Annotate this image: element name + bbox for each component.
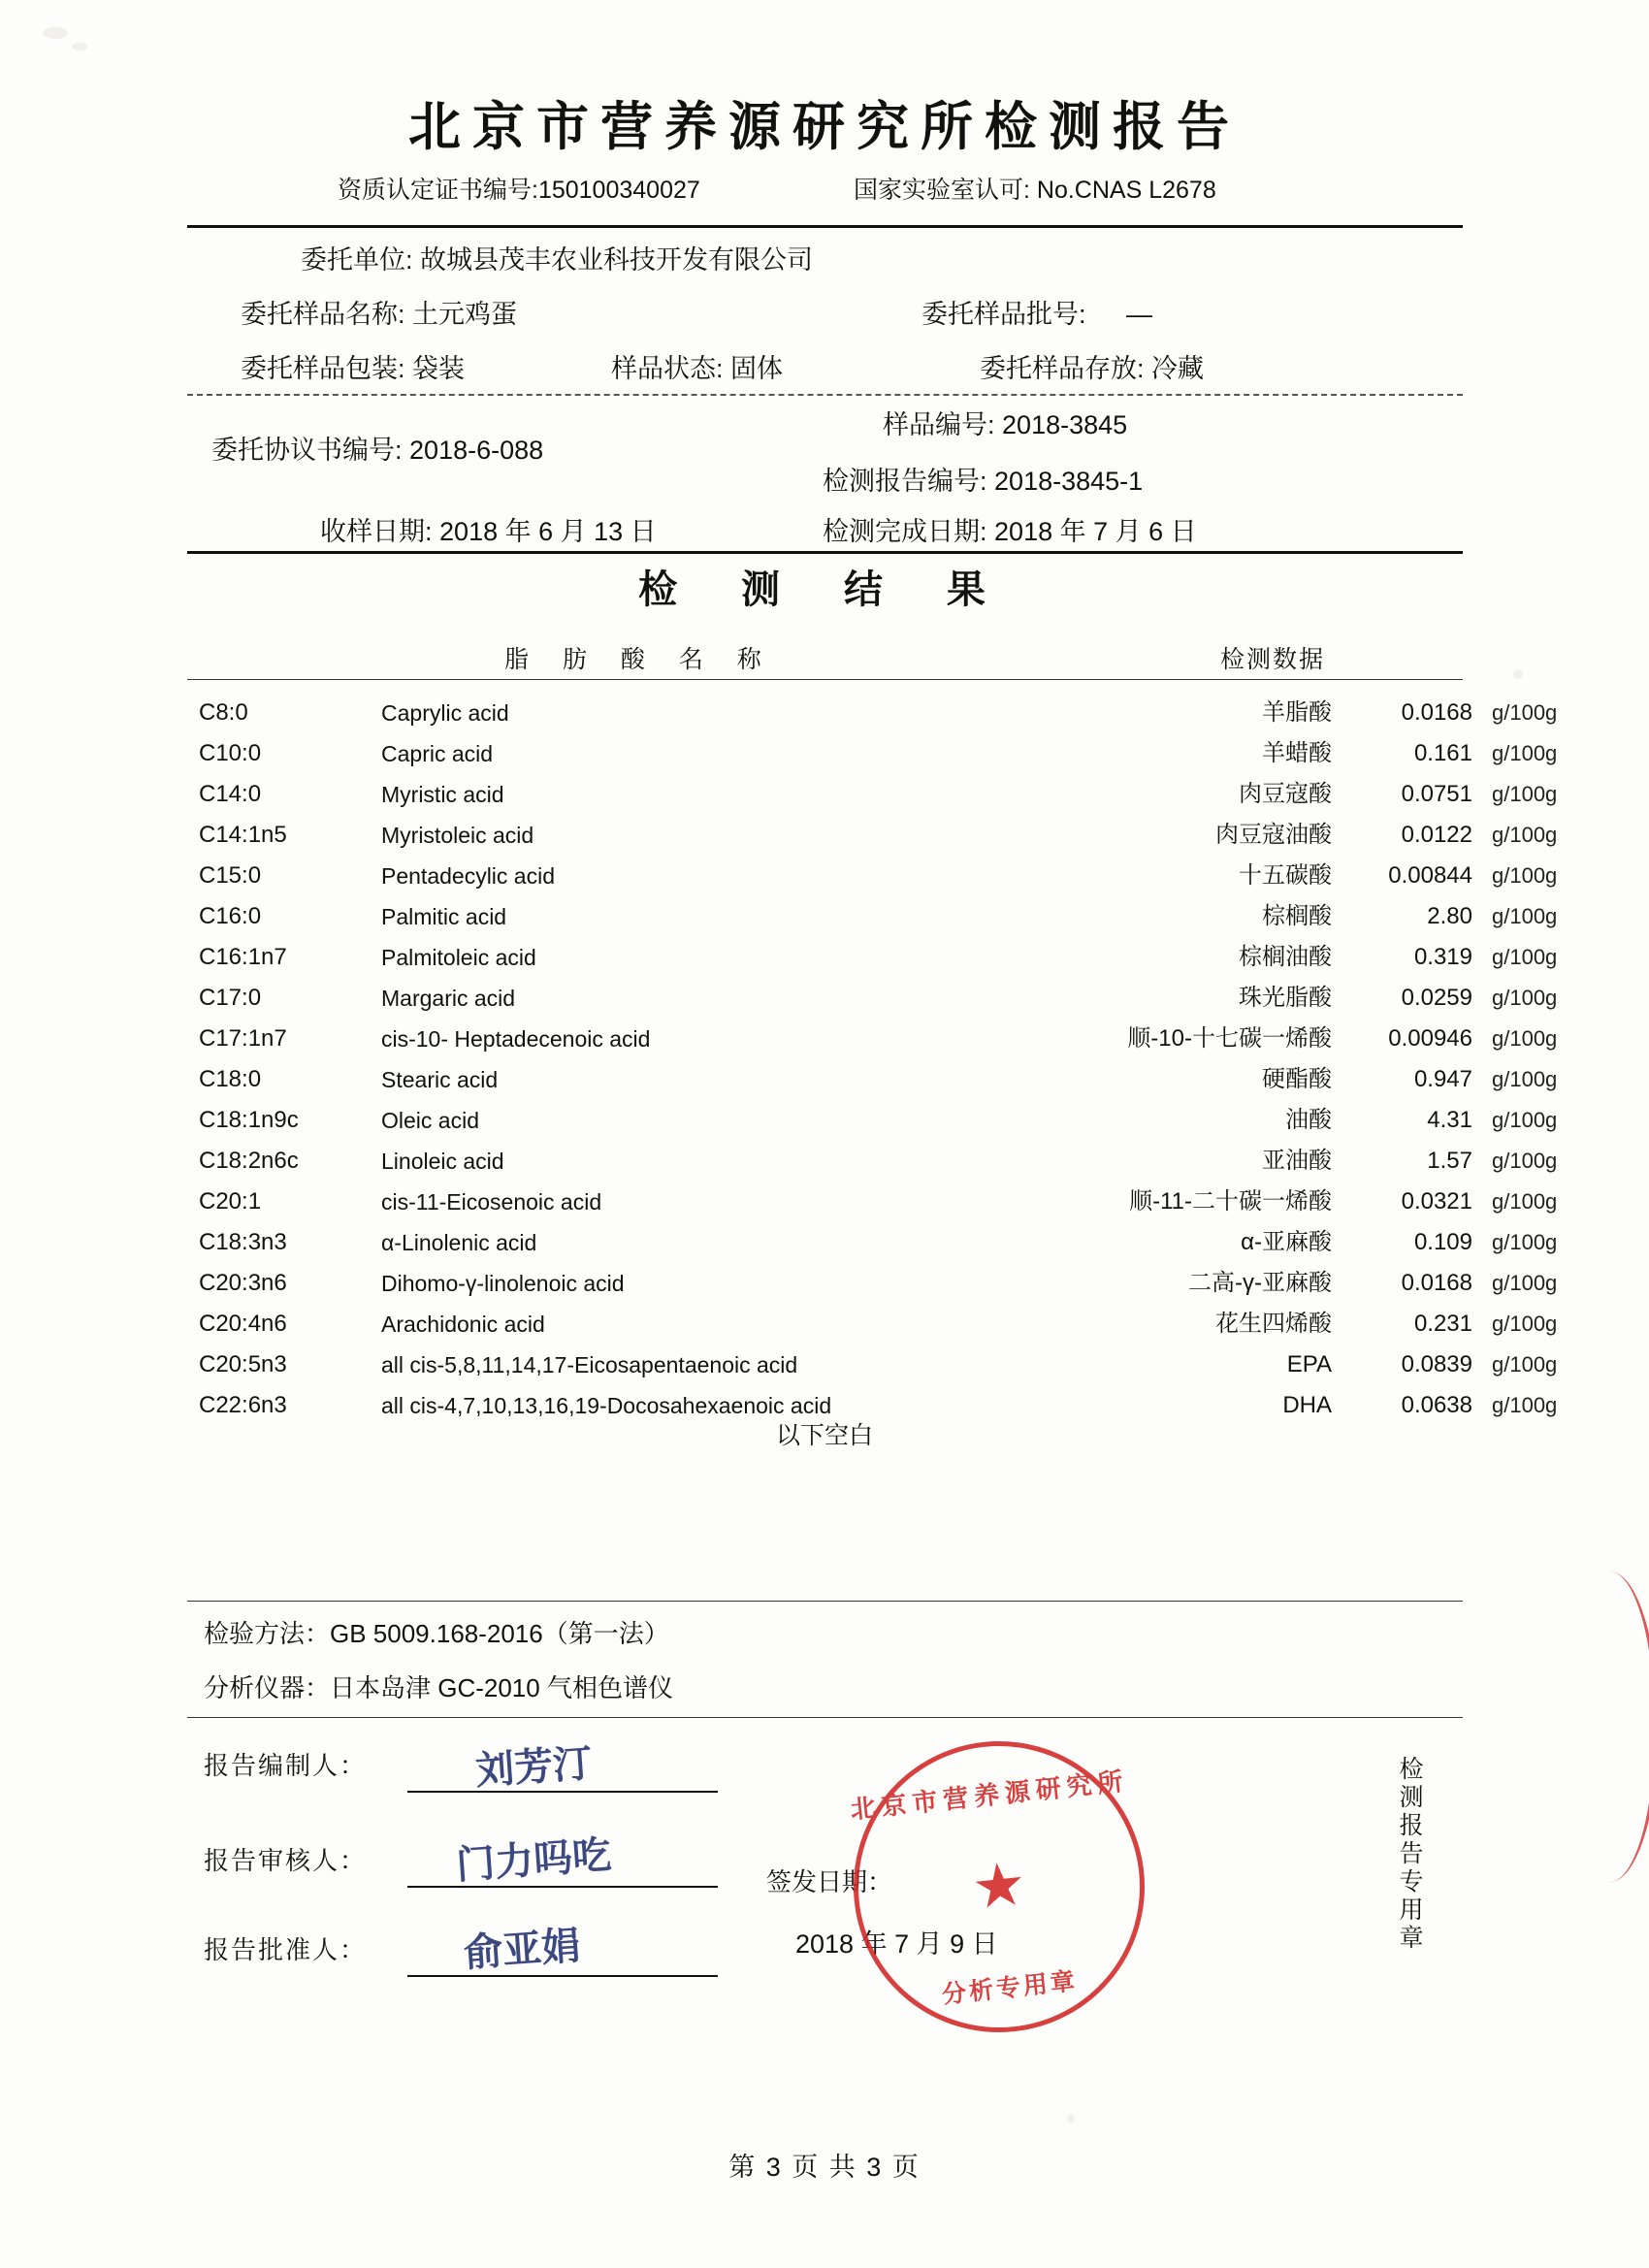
batch-label: 委托样品批号: — [922, 300, 1086, 329]
issue-date-label: 签发日期： — [766, 1867, 893, 1896]
seal-org-name: 北京市营养源研究所 — [849, 1766, 1130, 1826]
receive-date-row — [320, 510, 657, 548]
fatty-acid-name-cn: 油酸 — [1285, 1107, 1332, 1133]
batch-value: — — [1126, 300, 1153, 329]
info-divider — [187, 394, 1463, 396]
scan-speckle — [1513, 669, 1523, 679]
fatty-acid-unit: g/100g — [1492, 1026, 1558, 1051]
fatty-acid-unit: g/100g — [1492, 863, 1558, 888]
fatty-acid-name-cn: 亚油酸 — [1262, 1148, 1332, 1174]
agreement-label: 委托协议书编号: — [211, 436, 403, 465]
table-row — [187, 1141, 1558, 1182]
receive-date-value: 2018 年 6 月 13 日 — [439, 517, 657, 546]
fatty-acid-name-en: cis-11-Eicosenoic acid — [381, 1189, 602, 1215]
table-row — [187, 978, 1558, 1019]
fatty-acid-name-en: Myristic acid — [381, 782, 504, 807]
fatty-acid-name-cn: 顺-11-二十碳一烯酸 — [1129, 1188, 1332, 1215]
reviewed-by-label: 报告审核人： — [204, 1846, 368, 1875]
fatty-acid-name-cn: 花生四烯酸 — [1215, 1311, 1332, 1337]
storage-label: 委托样品存放: — [980, 354, 1145, 383]
fatty-acid-unit: g/100g — [1492, 1067, 1558, 1091]
sample-no-label: 样品编号: — [883, 410, 995, 439]
fatty-acid-name-en: cis-10- Heptadecenoic acid — [381, 1026, 651, 1052]
sample-name-label: 委托样品名称: — [241, 300, 405, 329]
cnas-accreditation-no: 国家实验室认可: No.CNAS L2678 — [854, 177, 1216, 204]
fatty-acid-name-en: Oleic acid — [381, 1108, 479, 1133]
fatty-acid-name-en: all cis-5,8,11,14,17-Eicosapentaenoic acid — [381, 1352, 798, 1377]
methods-divider-bottom — [187, 1717, 1463, 1718]
column-header-name: 脂 肪 酸 名 称 — [504, 646, 775, 673]
fatty-acid-value: 4.31 — [1427, 1107, 1472, 1133]
client-row — [301, 239, 813, 276]
fatty-acid-name-en: all cis-4,7,10,13,16,19-Docosahexaenoic acid — [381, 1393, 832, 1418]
fatty-acid-unit: g/100g — [1492, 1271, 1558, 1295]
fatty-acid-name-cn: 棕榈酸 — [1262, 903, 1332, 929]
sample-name-row — [241, 293, 517, 331]
fatty-acid-name-en: Stearic acid — [381, 1067, 499, 1092]
fatty-acid-name-cn: 硬酯酸 — [1262, 1066, 1332, 1092]
fatty-acid-unit: g/100g — [1492, 986, 1558, 1010]
results-section-title: 检 测 结 果 — [638, 567, 1011, 612]
receive-date-label: 收样日期: — [320, 517, 433, 546]
report-no-value: 2018-3845-1 — [994, 467, 1144, 496]
agreement-row — [211, 429, 543, 467]
reviewed-by-signature: 门力吗吃 — [454, 1831, 613, 1889]
fatty-acid-name-en: Myristoleic acid — [381, 823, 534, 848]
fatty-acid-code: C17:1n7 — [199, 1025, 287, 1052]
package-label: 委托样品包装: — [241, 354, 405, 383]
fatty-acid-code: C17:0 — [199, 985, 262, 1011]
sample-no-value: 2018-3845 — [1002, 410, 1128, 439]
page-title: 北京市营养源研究所检测报告 — [408, 95, 1241, 157]
fatty-acid-value: 0.161 — [1413, 740, 1472, 766]
fatty-acid-unit: g/100g — [1492, 1352, 1558, 1377]
fatty-acid-value: 0.947 — [1413, 1066, 1472, 1092]
fatty-acid-name-cn: 羊脂酸 — [1262, 699, 1332, 726]
fatty-acid-value: 0.0321 — [1401, 1188, 1472, 1215]
table-row — [187, 896, 1558, 937]
table-row — [187, 815, 1558, 856]
scan-speckle — [72, 43, 87, 50]
fatty-acid-unit: g/100g — [1492, 1108, 1558, 1132]
fatty-acid-name-en: Caprylic acid — [381, 700, 509, 726]
fatty-acid-name-cn: DHA — [1282, 1392, 1332, 1418]
table-row — [187, 774, 1558, 815]
fatty-acid-value: 0.109 — [1413, 1229, 1472, 1255]
table-row — [187, 733, 1558, 774]
fatty-acid-code: C20:1 — [199, 1188, 262, 1215]
fatty-acid-code: C14:0 — [199, 781, 262, 807]
fatty-acid-name-cn: 棕榈油酸 — [1239, 944, 1332, 970]
fatty-acid-unit: g/100g — [1492, 741, 1558, 765]
table-row — [187, 856, 1558, 896]
fatty-acid-code: C22:6n3 — [199, 1392, 287, 1418]
fatty-acid-name-en: Dihomo-γ-linolenoic acid — [381, 1271, 625, 1296]
instrument: 分析仪器：日本岛津 GC-2010 气相色谱仪 — [204, 1673, 673, 1702]
fatty-acid-value: 0.0638 — [1401, 1392, 1472, 1418]
fatty-acid-name-en: α-Linolenic acid — [381, 1230, 537, 1255]
fatty-acid-unit: g/100g — [1492, 1149, 1558, 1173]
package-value: 袋装 — [412, 354, 466, 383]
fatty-acid-name-en: Pentadecylic acid — [381, 863, 555, 889]
end-of-data-note: 以下空白 — [775, 1422, 873, 1449]
table-header-divider — [187, 679, 1463, 680]
table-row — [187, 1304, 1558, 1345]
prepared-by-signature: 刘芳汀 — [473, 1739, 594, 1795]
table-row — [187, 1182, 1558, 1222]
fatty-acid-code: C20:3n6 — [199, 1270, 287, 1296]
issue-date-value: 2018 年 7 月 9 日 — [795, 1929, 998, 1959]
fatty-acid-value: 0.231 — [1413, 1311, 1472, 1337]
fatty-acid-name-cn: 十五碳酸 — [1239, 862, 1332, 889]
seal-purpose: 分析专用章 — [940, 1966, 1080, 2009]
batch-row — [922, 293, 1152, 331]
page-number: 第 3 页 共 3 页 — [728, 2153, 921, 2182]
table-row — [187, 693, 1558, 733]
client-label: 委托单位: — [301, 245, 413, 275]
fatty-acid-value: 0.00844 — [1388, 862, 1472, 889]
scan-speckle — [43, 27, 68, 39]
report-no-row — [823, 460, 1143, 498]
fatty-acid-unit: g/100g — [1492, 700, 1558, 725]
reviewed-by-line — [407, 1886, 718, 1888]
fatty-acid-name-cn: 羊蜡酸 — [1262, 740, 1332, 766]
fatty-acid-name-cn: 肉豆寇油酸 — [1215, 822, 1332, 848]
qualification-cert-no: 资质认定证书编号:150100340027 — [338, 177, 700, 204]
column-header-data: 检测数据 — [1220, 646, 1326, 673]
fatty-acid-name-cn: α-亚麻酸 — [1241, 1229, 1332, 1255]
fatty-acid-code: C18:1n9c — [199, 1107, 299, 1133]
fatty-acid-code: C18:2n6c — [199, 1148, 299, 1174]
agreement-value: 2018-6-088 — [409, 436, 544, 465]
state-label: 样品状态: — [611, 354, 724, 383]
star-icon: ★ — [968, 1850, 1030, 1923]
fatty-acid-name-cn: 珠光脂酸 — [1239, 985, 1332, 1011]
fatty-acid-name-cn: 二高-γ-亚麻酸 — [1188, 1270, 1332, 1296]
table-row — [187, 1222, 1558, 1263]
results-divider-top — [187, 551, 1463, 554]
table-row — [187, 1345, 1558, 1385]
storage-value: 冷藏 — [1151, 354, 1205, 383]
fatty-acid-code: C20:4n6 — [199, 1311, 287, 1337]
fatty-acid-name-cn: 肉豆寇酸 — [1239, 781, 1332, 807]
fatty-acid-unit: g/100g — [1492, 904, 1558, 928]
fatty-acid-unit: g/100g — [1492, 1312, 1558, 1336]
state-row — [611, 347, 783, 385]
fatty-acid-code: C16:0 — [199, 903, 262, 929]
scan-speckle — [1067, 2115, 1075, 2122]
fatty-acid-unit: g/100g — [1492, 1189, 1558, 1214]
table-row — [187, 1100, 1558, 1141]
fatty-acid-name-en: Margaric acid — [381, 986, 516, 1011]
approved-by-signature: 俞亚娟 — [462, 1922, 582, 1977]
table-row — [187, 1019, 1558, 1059]
state-value: 固体 — [730, 354, 784, 383]
approved-by-label: 报告批准人： — [204, 1935, 368, 1964]
sample-no-row — [883, 404, 1127, 441]
red-ink-mark — [1577, 1571, 1649, 1882]
prepared-by-line — [407, 1791, 718, 1793]
fatty-acid-value: 2.80 — [1427, 903, 1472, 929]
fatty-acid-name-en: Palmitic acid — [381, 904, 507, 929]
table-row — [187, 937, 1558, 978]
fatty-acid-unit: g/100g — [1492, 1230, 1558, 1254]
fatty-acid-value: 0.319 — [1413, 944, 1472, 970]
fatty-acid-name-en: Capric acid — [381, 741, 494, 766]
fatty-acid-code: C15:0 — [199, 862, 262, 889]
package-row — [241, 347, 465, 385]
fatty-acid-name-en: Arachidonic acid — [381, 1312, 545, 1337]
test-method: 检验方法：GB 5009.168-2016（第一法） — [204, 1619, 669, 1648]
fatty-acid-value: 0.00946 — [1388, 1025, 1472, 1052]
fatty-acid-value: 0.0751 — [1401, 781, 1472, 807]
fatty-acid-code: C16:1n7 — [199, 944, 287, 970]
fatty-acid-name-en: Linoleic acid — [381, 1149, 504, 1174]
fatty-acid-unit: g/100g — [1492, 782, 1558, 806]
client-value: 故城县茂丰农业科技开发有限公司 — [420, 245, 814, 275]
fatty-acid-name-en: Palmitoleic acid — [381, 945, 536, 970]
methods-divider-top — [187, 1601, 1463, 1602]
fatty-acid-value: 0.0168 — [1401, 1270, 1472, 1296]
fatty-acid-name-cn: EPA — [1286, 1351, 1332, 1377]
fatty-acid-code: C14:1n5 — [199, 822, 287, 848]
official-seal — [839, 1727, 1159, 2047]
fatty-acid-unit: g/100g — [1492, 1393, 1558, 1417]
fatty-acid-name-cn: 顺-10-十七碳一烯酸 — [1127, 1025, 1332, 1052]
fatty-acid-unit: g/100g — [1492, 945, 1558, 969]
approved-by-line — [407, 1975, 718, 1977]
side-note: 检测报告专用章 — [1396, 1756, 1423, 1953]
fatty-acid-value: 0.0259 — [1401, 985, 1472, 1011]
sample-name-value: 土元鸡蛋 — [412, 300, 518, 329]
fatty-acid-value: 0.0168 — [1401, 699, 1472, 726]
storage-row — [980, 347, 1204, 385]
prepared-by-label: 报告编制人： — [204, 1751, 368, 1780]
complete-date-value: 2018 年 7 月 6 日 — [994, 517, 1197, 546]
complete-date-row — [823, 510, 1197, 548]
fatty-acid-value: 0.0122 — [1401, 822, 1472, 848]
fatty-acid-code: C18:0 — [199, 1066, 262, 1092]
complete-date-label: 检测完成日期: — [823, 517, 987, 546]
fatty-acid-code: C20:5n3 — [199, 1351, 287, 1377]
header-divider — [187, 225, 1463, 228]
fatty-acid-code: C18:3n3 — [199, 1229, 287, 1255]
fatty-acid-value: 1.57 — [1427, 1148, 1472, 1174]
fatty-acid-unit: g/100g — [1492, 823, 1558, 847]
table-row — [187, 1059, 1558, 1100]
fatty-acid-value: 0.0839 — [1401, 1351, 1472, 1377]
table-row — [187, 1263, 1558, 1304]
fatty-acid-code: C10:0 — [199, 740, 262, 766]
fatty-acid-code: C8:0 — [199, 699, 248, 726]
report-no-label: 检测报告编号: — [823, 467, 987, 496]
